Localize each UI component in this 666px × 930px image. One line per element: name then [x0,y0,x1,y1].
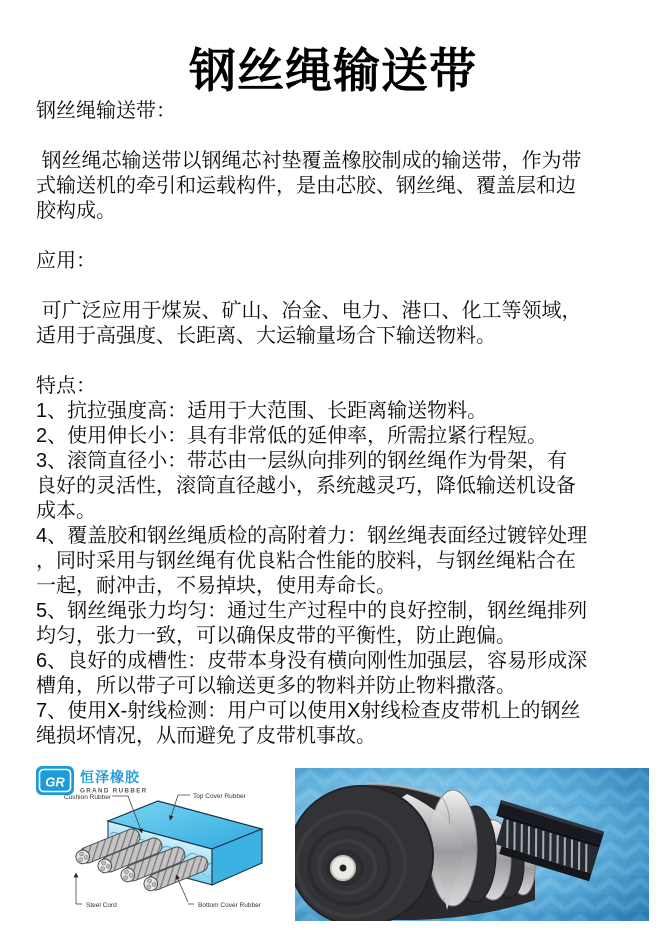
text-line: 均匀，张力一致，可以确保皮带的平衡性，防止跑偏。 [36,625,516,647]
text-line: 7、使用X-射线检测：用户可以使用X射线检查皮带机上的钢丝 [36,700,581,722]
photo-svg [295,768,649,921]
text-line: 钢丝绳输送带： [36,100,176,122]
logo-company-cn: 恒泽橡胶 [80,769,140,785]
text-line: 式输送机的牵引和运载构件，是由芯胶、钢丝绳、覆盖层和边 [36,175,576,197]
body-text [36,99,638,749]
text-line: 胶构成。 [36,200,116,222]
label-cushion-rubber: Cushion Rubber [64,794,111,801]
text-line: 可广泛应用于煤炭、矿山、冶金、电力、港口、化工等领域， [36,300,582,322]
text-line [36,274,638,299]
label-top-cover-rubber: Top Cover Rubber [193,793,246,800]
label-steel-cord: Steel Cord [86,902,117,909]
page-title: 钢丝绳输送带 [189,44,477,98]
text-line: 槽角，所以带子可以输送更多的物料并防止物料撒落。 [36,675,516,697]
grand-rubber-logo [36,766,148,795]
logo-monogram: GR [45,774,65,790]
text-line: 钢丝绳芯输送带以钢绳芯衬垫覆盖橡胶制成的输送带，作为带 [36,150,582,172]
text-line: 适用于高强度、长距离、大运输量场合下输送物料。 [36,325,496,347]
text-line: 良好的灵活性，滚筒直径越小，系统越灵巧，降低输送机设备 [36,475,576,497]
text-line: 5、钢丝绳张力均匀：通过生产过程中的良好控制，钢丝绳排列 [36,600,588,622]
diagram-svg [30,763,292,925]
text-line [36,224,638,249]
text-line: 6、良好的成槽性：皮带本身没有横向刚性加强层，容易形成深 [36,650,588,672]
text-line: 1、抗拉强度高：适用于大范围、长距离输送物料。 [36,400,488,422]
label-bottom-cover-rubber: Bottom Cover Rubber [198,902,261,909]
text-line: 绳损坏情况，从而避免了皮带机事故。 [36,725,376,747]
text-line: 4、覆盖胶和钢丝绳质检的高附着力：钢丝绳表面经过镀锌处理 [36,525,588,547]
logo-company-en: GRAND RUBBER [80,787,148,795]
text-line: ，同时采用与钢丝绳有优良粘合性能的胶料，与钢丝绳粘合在 [36,550,576,572]
belt-structure-diagram [30,763,292,925]
product-photo [295,768,649,921]
text-line [36,124,638,149]
text-line: 3、滚筒直径小：带芯由一层纵向排列的钢丝绳作为骨架，有 [36,450,568,472]
text-line: 2、使用伸长小：具有非常低的延伸率，所需拉紧行程短。 [36,425,548,447]
text-line: 特点： [36,375,96,397]
text-line: 应用： [36,250,96,272]
text-line [36,349,638,374]
roll-hub-hole [340,865,347,872]
text-line: 成本。 [36,500,96,522]
text-line: 一起，耐冲击，不易掉块，使用寿命长。 [36,575,396,597]
